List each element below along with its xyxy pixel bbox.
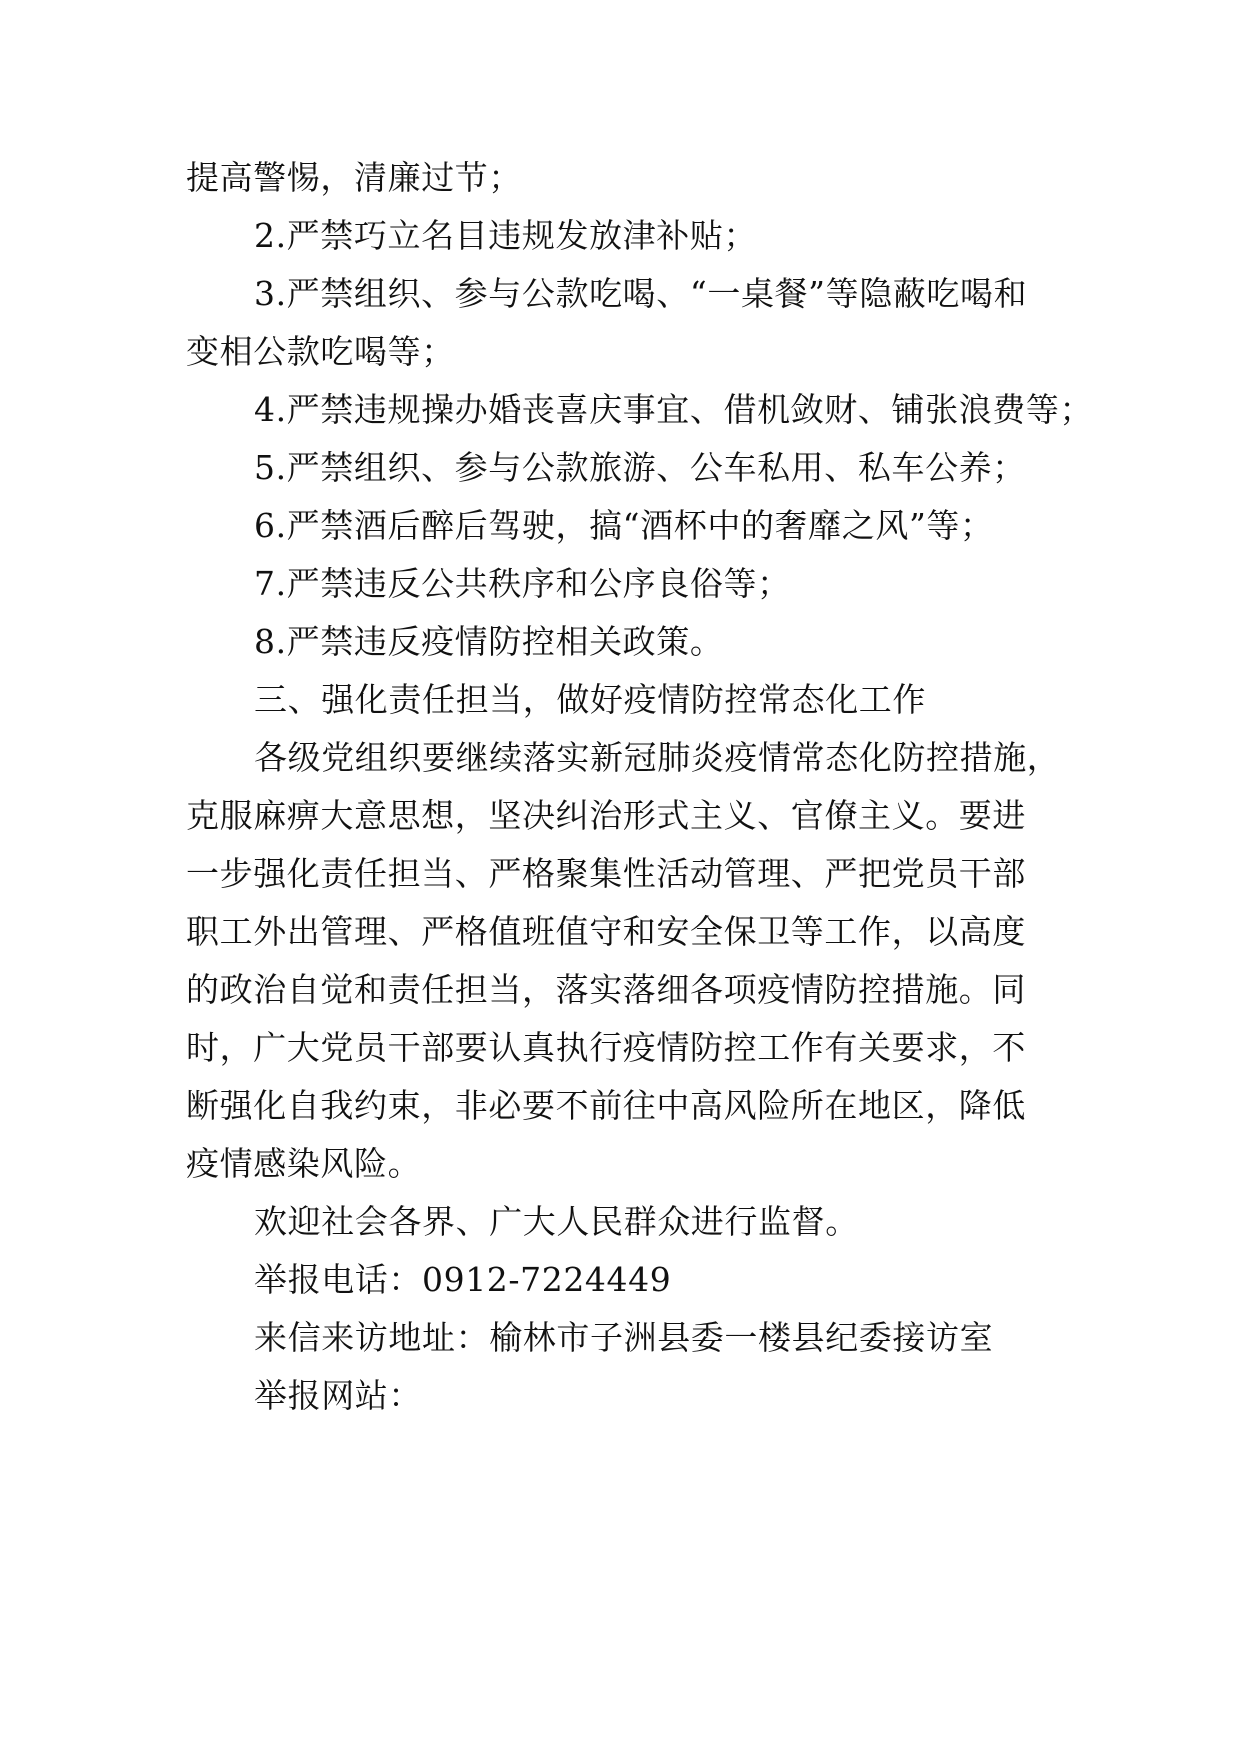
visit-address: 来信来访地址：榆林市子洲县委一楼县纪委接访室 <box>254 1318 994 1357</box>
section-heading-3: 三、强化责任担当，做好疫情防控常态化工作 <box>254 680 926 719</box>
report-phone: 举报电话：0912-7224449 <box>254 1260 672 1299</box>
list-item-4: 4.严禁违规操办婚丧喜庆事宜、借机敛财、铺张浪费等； <box>254 390 1094 429</box>
supervision-invitation: 欢迎社会各界、广大人民群众进行监督。 <box>254 1202 859 1241</box>
list-item-2: 2.严禁巧立名目违规发放津补贴； <box>254 216 758 255</box>
paragraph-line: 克服麻痹大意思想，坚决纠治形式主义、官僚主义。要进 <box>186 796 1026 835</box>
paragraph-line: 时，广大党员干部要认真执行疫情防控工作有关要求，不 <box>186 1028 1026 1067</box>
list-item-7: 7.严禁违反公共秩序和公序良俗等； <box>254 564 791 603</box>
list-item-8: 8.严禁违反疫情防控相关政策。 <box>254 622 724 661</box>
list-item-5: 5.严禁组织、参与公款旅游、公车私用、私车公养； <box>254 448 1026 487</box>
paragraph-line: 一步强化责任担当、严格聚集性活动管理、严把党员干部 <box>186 854 1026 893</box>
list-item-3: 3.严禁组织、参与公款吃喝、“一桌餐”等隐蔽吃喝和 <box>254 274 1028 313</box>
paragraph-line: 各级党组织要继续落实新冠肺炎疫情常态化防控措施， <box>254 738 1061 777</box>
report-website: 举报网站： <box>254 1376 422 1415</box>
paragraph-line: 断强化自我约束，非必要不前往中高风险所在地区，降低 <box>186 1086 1026 1125</box>
text-line-1: 提高警惕，清廉过节； <box>186 158 522 197</box>
paragraph-line: 的政治自觉和责任担当，落实落细各项疫情防控措施。同 <box>186 970 1026 1009</box>
list-item-6: 6.严禁酒后醉后驾驶，搞“酒杯中的奢靡之风”等； <box>254 506 994 545</box>
list-item-3-continued: 变相公款吃喝等； <box>186 332 455 371</box>
paragraph-line: 疫情感染风险。 <box>186 1144 422 1183</box>
paragraph-line: 职工外出管理、严格值班值守和安全保卫等工作，以高度 <box>186 912 1026 951</box>
